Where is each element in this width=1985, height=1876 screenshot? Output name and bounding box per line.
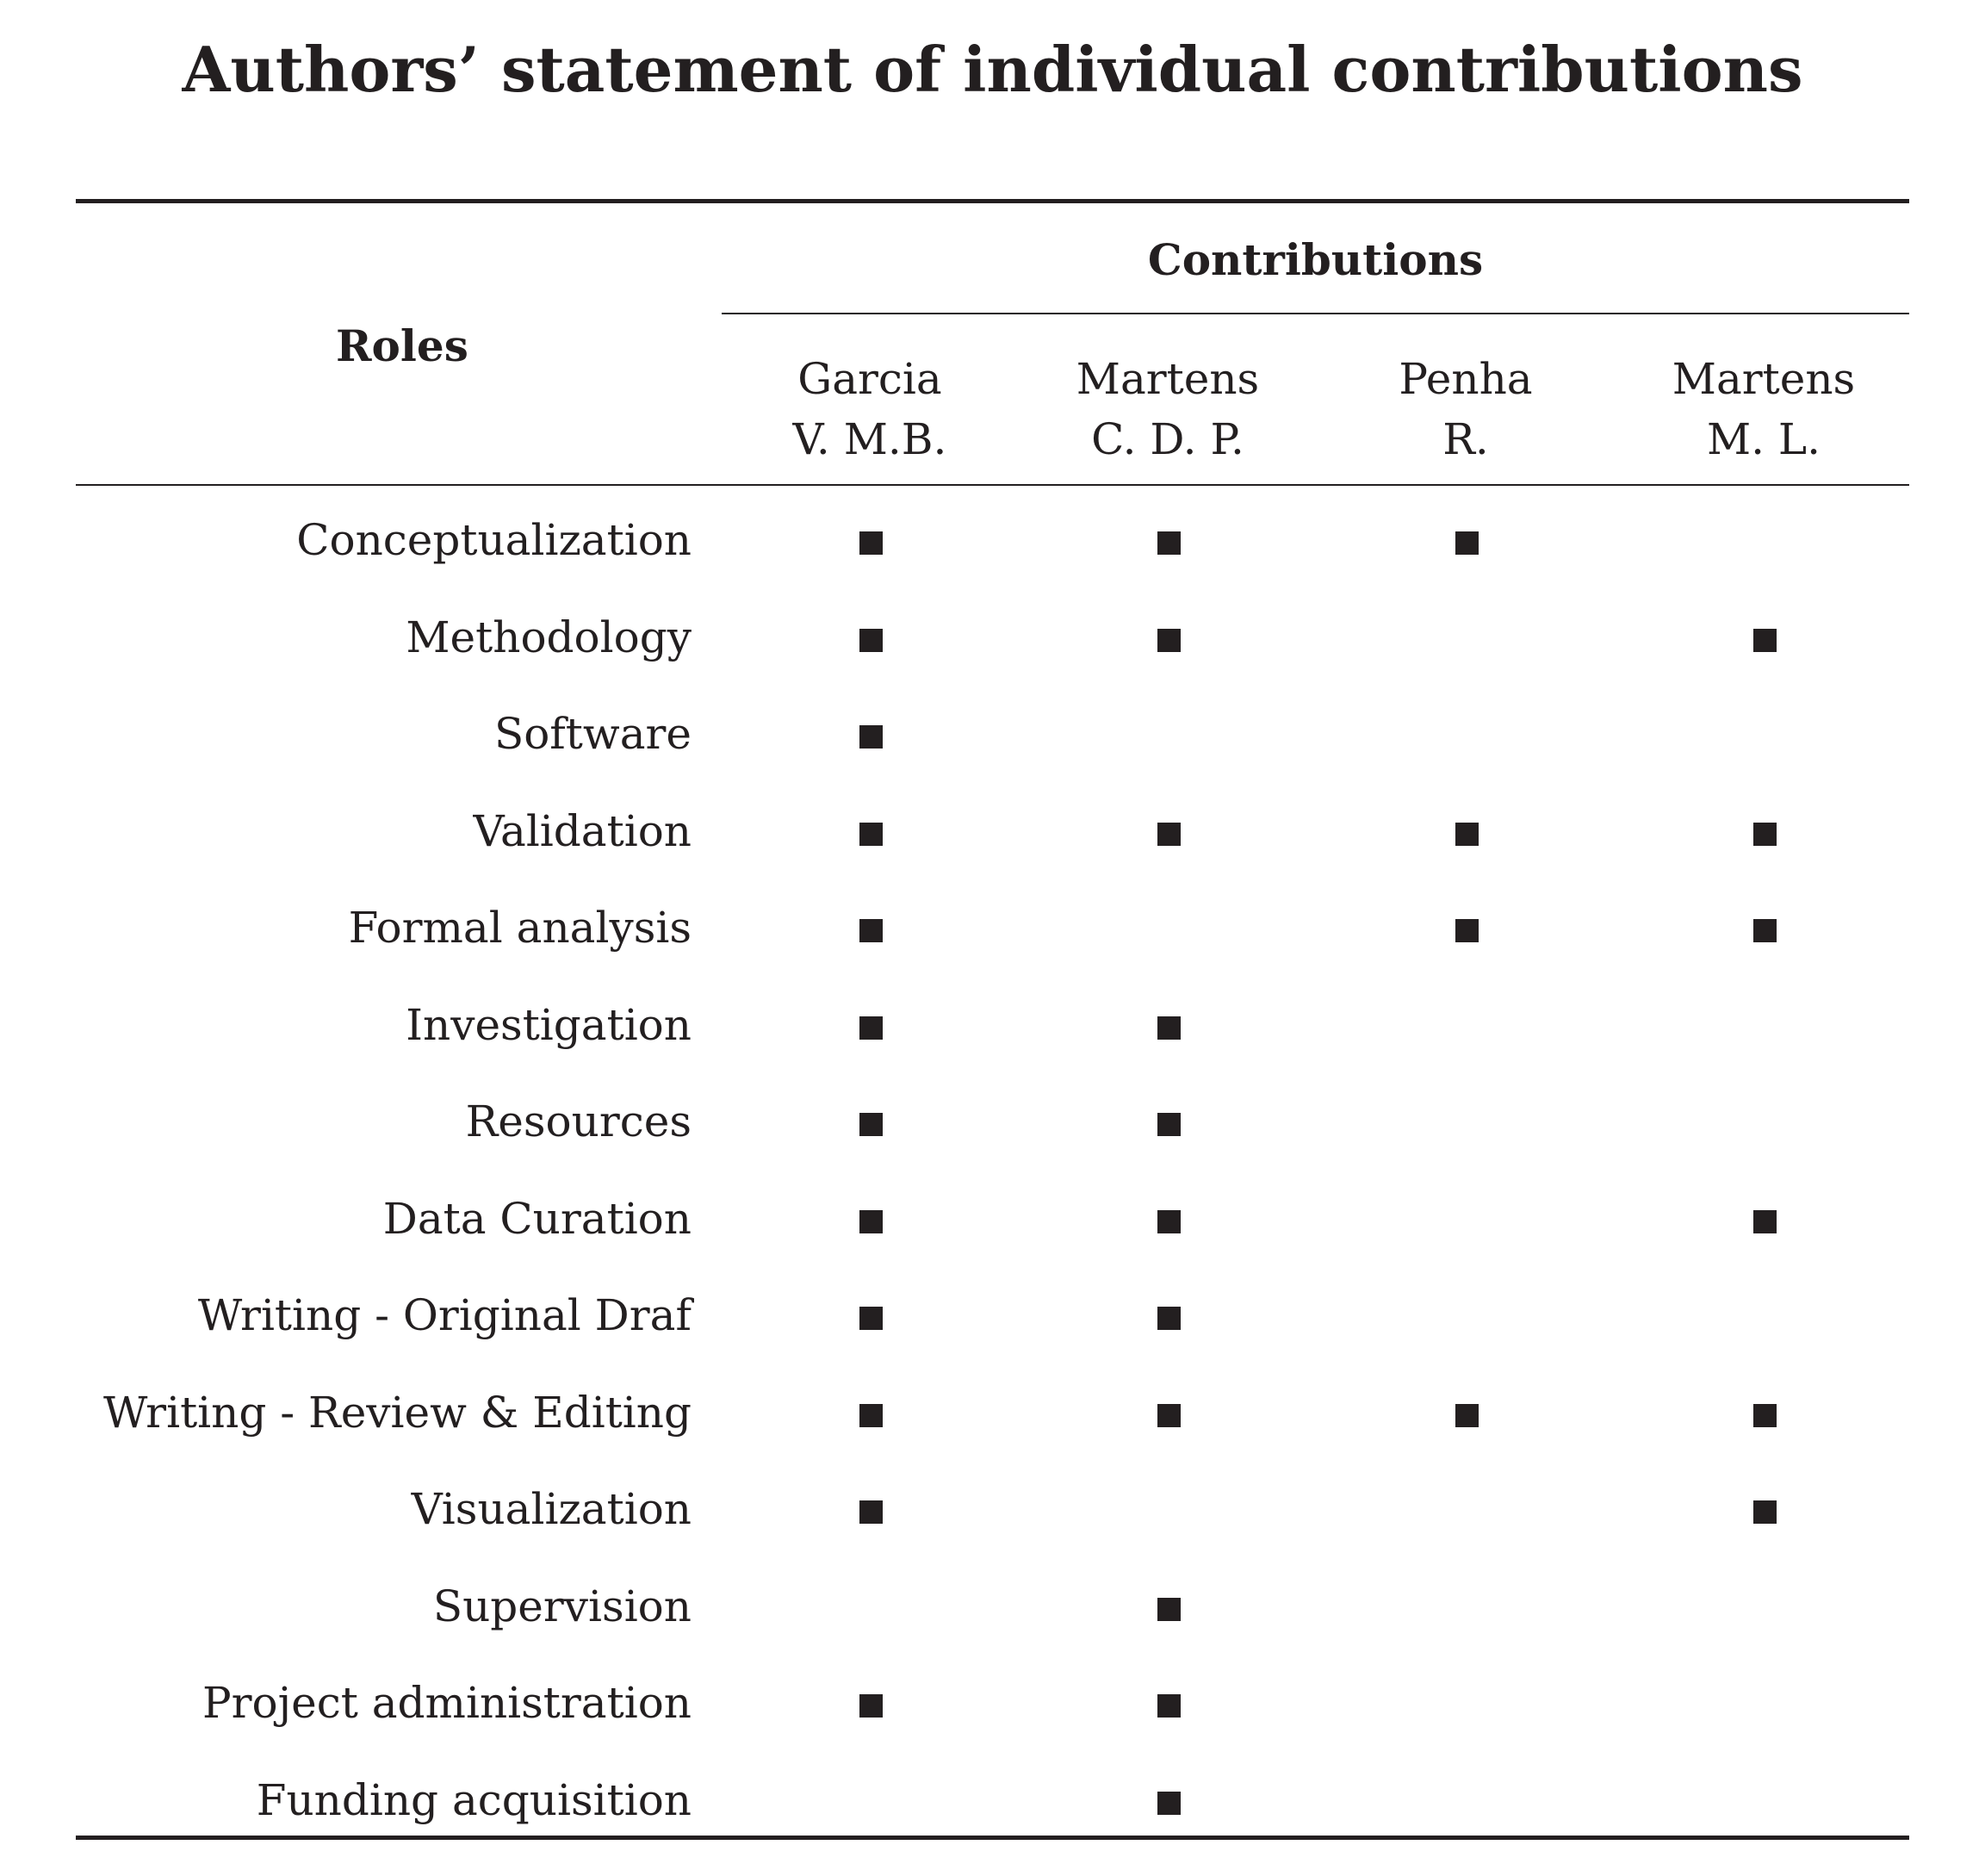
table-row [0,977,1985,1073]
role-label: Project administration [202,1678,692,1728]
role-label: Visualization [411,1484,692,1534]
contribution-mark-icon [859,1307,883,1330]
contribution-mark-icon [1455,531,1479,555]
author-name: Penha [1399,354,1533,404]
contribution-mark-icon [859,1016,883,1040]
table-row [0,783,1985,879]
contribution-mark-icon [1157,629,1181,652]
author-header-martens-ml [1635,349,1893,469]
author-name: Martens [1672,354,1856,404]
role-label: Software [493,709,692,759]
contribution-mark-icon [1157,1598,1181,1621]
contribution-mark-icon [1753,823,1777,846]
contribution-mark-icon [1753,919,1777,942]
role-label: Supervision [432,1581,692,1631]
role-label: Data Curation [382,1193,692,1244]
contribution-mark-icon [859,1210,883,1233]
table-row [0,492,1985,588]
role-label: Resources [465,1096,692,1146]
table-bottom-rule [76,1836,1909,1840]
contributions-rule [722,313,1909,314]
contribution-mark-icon [859,1113,883,1136]
table-header-rule [76,484,1909,486]
role-label: Investigation [406,999,692,1050]
contribution-mark-icon [1455,823,1479,846]
table-row [0,686,1985,782]
table-row [0,1558,1985,1655]
contribution-mark-icon [1157,531,1181,555]
role-label: Writing - Review & Editing [103,1387,692,1438]
roles-header: Roles [336,320,468,371]
contribution-mark-icon [859,919,883,942]
table-row [0,879,1985,976]
role-label: Conceptualization [296,515,692,565]
contribution-mark-icon [859,1694,883,1718]
contribution-mark-icon [1157,1016,1181,1040]
page-title: Authors’ statement of individual contributions [182,33,1803,106]
table-row [0,1171,1985,1267]
table-row [0,1461,1985,1557]
table-row [0,589,1985,686]
contribution-mark-icon [859,531,883,555]
contribution-mark-icon [1753,1210,1777,1233]
author-initials: R. [1442,414,1489,464]
table-row [0,1267,1985,1364]
table-top-rule [76,199,1909,203]
contribution-mark-icon [859,1500,883,1524]
author-name: Martens [1076,354,1260,404]
author-initials: C. D. P. [1091,414,1244,464]
contribution-mark-icon [1157,1694,1181,1718]
role-label: Funding acquisition [256,1774,692,1825]
author-initials: M. L. [1706,414,1821,464]
table-row [0,1364,1985,1461]
contribution-mark-icon [1157,823,1181,846]
contribution-mark-icon [859,629,883,652]
contribution-mark-icon [1753,1404,1777,1427]
contribution-mark-icon [1455,919,1479,942]
role-label: Methodology [406,612,692,662]
contributions-header: Contributions [1147,234,1484,285]
contribution-mark-icon [1753,1500,1777,1524]
contribution-mark-icon [1157,1404,1181,1427]
role-label: Validation [473,805,692,856]
author-header-garcia [741,349,999,469]
contribution-mark-icon [859,725,883,749]
contribution-mark-icon [1157,1307,1181,1330]
author-header-penha [1337,349,1595,469]
author-name: Garcia [797,354,942,404]
contribution-mark-icon [1157,1113,1181,1136]
role-label: Writing - Original Draf [197,1290,692,1340]
contribution-mark-icon [859,823,883,846]
table-row [0,1073,1985,1170]
contribution-mark-icon [1157,1792,1181,1815]
table-row [0,1752,1985,1848]
table-row [0,1655,1985,1751]
author-header-martens-cdp [1039,349,1297,469]
role-label: Formal analysis [348,903,692,953]
contribution-mark-icon [859,1404,883,1427]
contribution-mark-icon [1157,1210,1181,1233]
contribution-mark-icon [1753,629,1777,652]
contribution-mark-icon [1455,1404,1479,1427]
author-initials: V. M.B. [792,414,947,464]
